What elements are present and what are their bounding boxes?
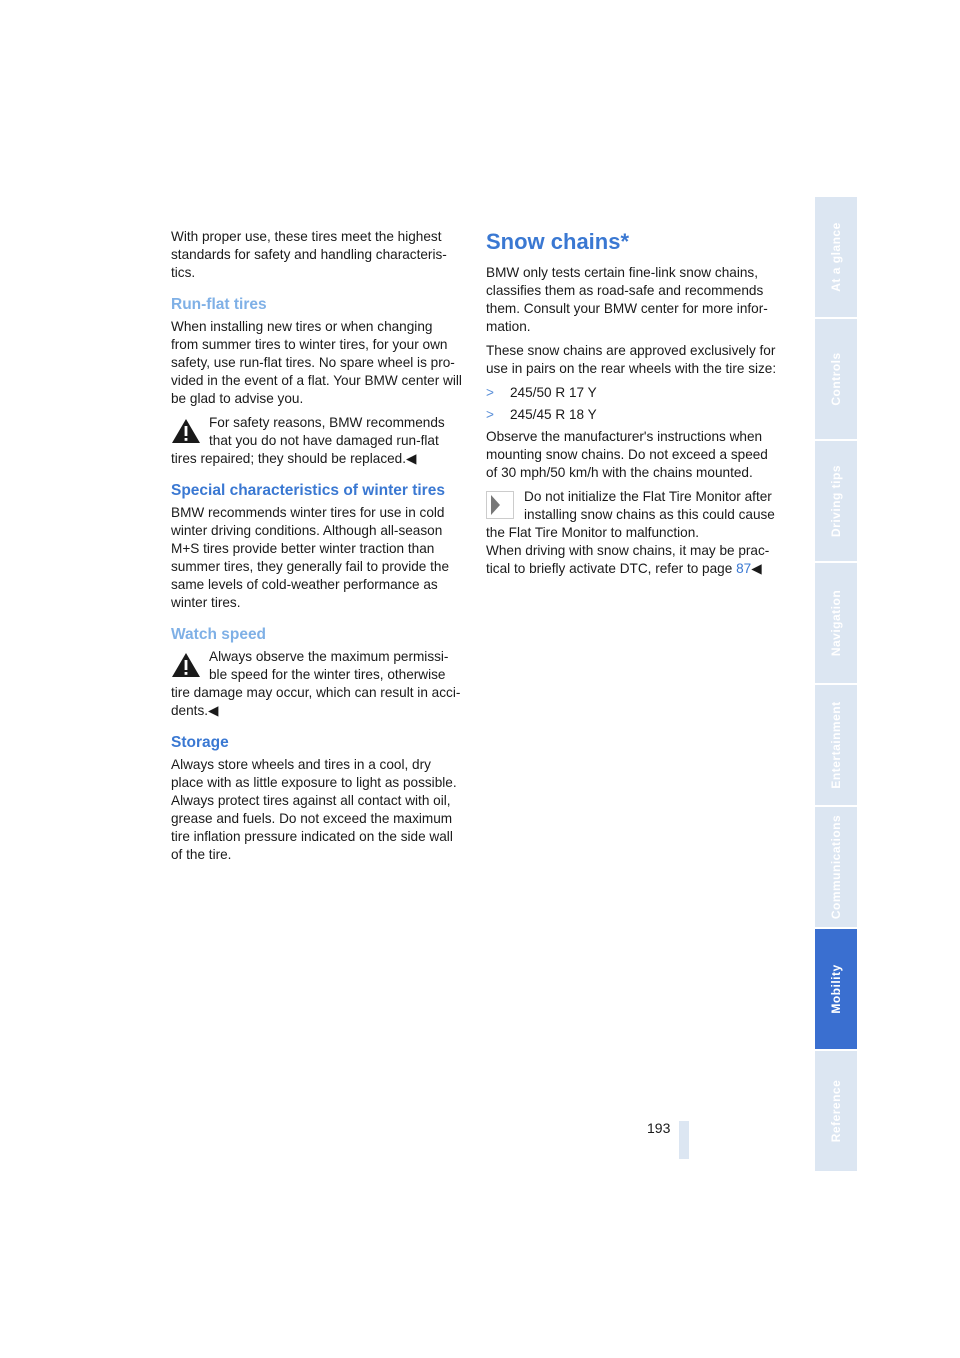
chains-paragraph-3: Observe the manufacturer's instructions when mounting snow chains. Do not exceed a speed of 30 mph/50 km/h with the chains mounted. (486, 429, 768, 480)
chains-paragraph-2: These snow chains are approved exclusively for use in pairs on the rear wheels with the tire size: (486, 343, 777, 376)
speed-warning-text: Always observe the maximum permissi-ble speed for the winter tires, otherwise tire damage may occur, which can result in acci-dents. (171, 649, 461, 718)
intro-paragraph: With proper use, these tires meet the highest standards for safety and handling characteris-tics. (171, 229, 447, 280)
warning-icon (171, 417, 201, 445)
tab-entertainment[interactable]: Entertainment (815, 685, 857, 805)
note-text-2: When driving with snow chains, it may be prac-tical to briefly activate DTC, refer to page (486, 543, 770, 576)
list-item (486, 384, 778, 402)
speed-heading: Watch speed (171, 626, 267, 643)
storage-heading: Storage (171, 734, 229, 751)
tab-mobility[interactable]: Mobility (815, 929, 857, 1049)
tab-reference[interactable]: Reference (815, 1051, 857, 1171)
list-item (486, 406, 778, 424)
tab-controls[interactable]: Controls (815, 319, 857, 439)
storage-paragraph: Always store wheels and tires in a cool, dry place with as little exposure to light as possible. Always protect tires against all contact with oil, grease and fuels. Do not exceed the maximum tire inflation pressure indicated on the side wall of the tire. (171, 757, 457, 862)
runflat-heading: Run-flat tires (171, 296, 267, 313)
tab-communications[interactable]: Communications (815, 807, 857, 927)
snow-chains-heading: Snow chains* (486, 229, 630, 254)
end-mark: ◀ (406, 451, 417, 466)
runflat-warning (171, 414, 463, 468)
right-column (486, 228, 778, 584)
page-bar (679, 1121, 689, 1159)
note-text: Do not initialize the Flat Tire Monitor after installing snow chains as this could cause the Flat Tire Monitor to malfunction. (486, 489, 775, 540)
chains-note (486, 488, 778, 578)
tab-driving-tips[interactable]: Driving tips (815, 441, 857, 561)
warning-icon (171, 651, 201, 679)
left-column (171, 228, 463, 870)
chains-paragraph-1: BMW only tests certain fine-link snow chains, classifies them as road-safe and recommends them. Consult your BMW center for more infor-mation. (486, 265, 768, 334)
winter-heading: Special characteristics of winter tires (171, 482, 445, 499)
section-tabs (815, 197, 857, 1173)
page-link[interactable]: 87 (736, 561, 752, 576)
end-mark: ◀ (751, 561, 762, 576)
tab-navigation[interactable]: Navigation (815, 563, 857, 683)
list-item-text: 245/50 R 17 Y (510, 385, 597, 400)
runflat-warning-text: For safety reasons, BMW recommends that you do not have damaged run-flat tires repaired; they should be replaced. (171, 415, 445, 466)
end-mark: ◀ (208, 703, 219, 718)
speed-warning (171, 648, 463, 720)
runflat-paragraph: When installing new tires or when changing from summer tires to winter tires, for your own safety, use run-flat tires. No spare wheel is pro-vided in the event of a flat. Your BMW center will be glad to advise you. (171, 319, 462, 406)
bullet-mark: > (486, 407, 494, 422)
page-number: 193 (647, 1120, 671, 1136)
winter-paragraph: BMW recommends winter tires for use in cold winter driving conditions. Although all-season M+S tires provide better winter traction than summer tires, they generally fail to provide the same levels of cold-weather performance as winter tires. (171, 505, 450, 610)
tab-at-a-glance[interactable]: At a glance (815, 197, 857, 317)
note-icon (486, 491, 514, 519)
list-item-text: 245/45 R 18 Y (510, 407, 597, 422)
bullet-mark: > (486, 385, 494, 400)
